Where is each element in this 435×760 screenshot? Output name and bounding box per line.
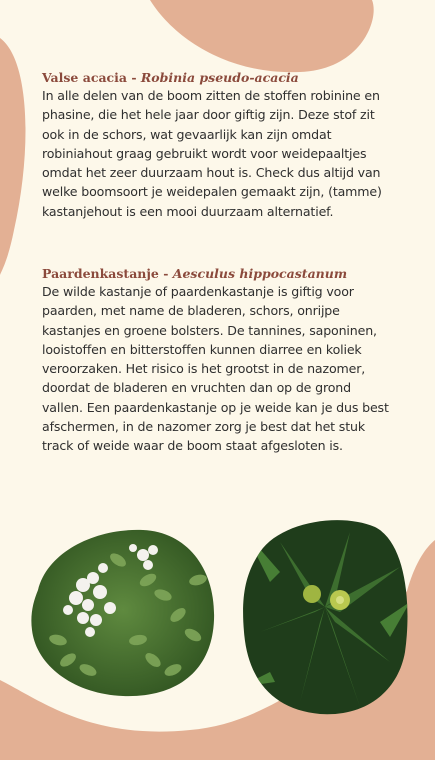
common-name: Valse acacia: [42, 70, 128, 85]
left-edge-blob-shape: [0, 38, 26, 275]
section-heading: [42, 265, 394, 282]
top-right-blob-shape: [150, 0, 374, 72]
common-name: Paardenkastanje: [42, 266, 159, 281]
heading-separator: -: [127, 70, 141, 85]
section-heading: [42, 69, 394, 86]
section-robinia: [42, 69, 394, 221]
section-body: De wilde kastanje of paardenkastanje is giftig voor paarden, met name de bladeren, schors, onrijpe kastanjes en groene bolsters. De tannines, saponinen, looistoffen en bitterstoffen kunnen diarree en koliek veroorzaken. Het risico is het grootst in de nazomer, doordat de bladeren en vruchten dan op de grond vallen. Een paardenkastanje op je weide kan je dus best afschermen, in de nazomer zorg je best dat het stuk track of weide waar de boom staat afgesloten is.: [42, 284, 389, 454]
heading-separator: -: [158, 266, 173, 281]
section-body: In alle delen van de boom zitten de stoffen robinine en phasine, die het hele jaar door giftig zijn. Deze stof zit ook in de schors, wat gevaarlijk kan zijn omdat robiniahout graag gebruikt wordt voor weidepaaltjes omdat het zeer duurzaam hout is. Check dus altijd van welke boomsoort je weidepalen gemaakt zijn, (tamme) kastanjehout is een mooi duurzaam alternatief.: [42, 88, 382, 219]
horse-chestnut-photo: [240, 512, 410, 717]
latin-name: Aesculus hippocastanum: [172, 266, 348, 281]
robinia-photo: [28, 520, 218, 700]
latin-name: Robinia pseudo-acacia: [140, 70, 299, 85]
section-aesculus: [42, 265, 394, 456]
